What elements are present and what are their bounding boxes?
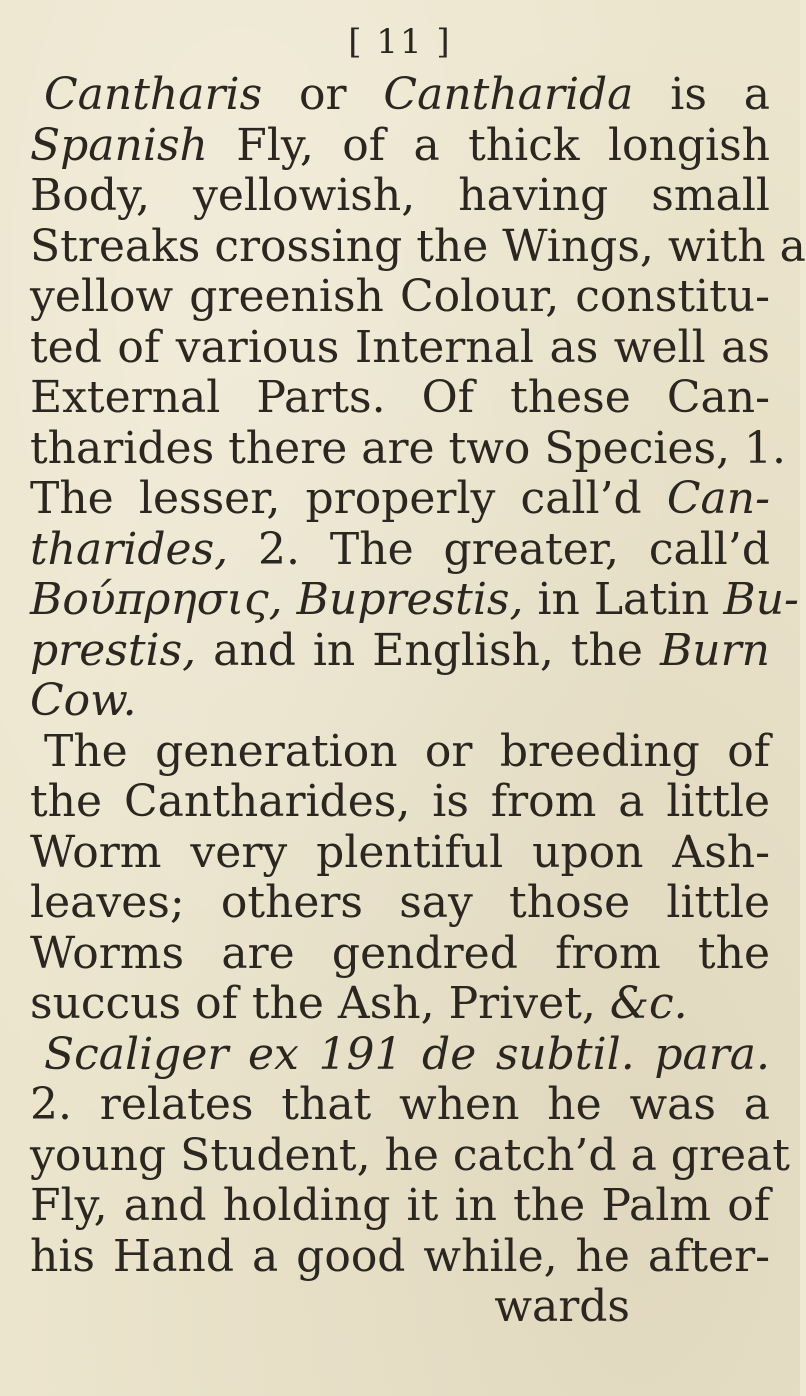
text-run: ted of various Internal as well as [30, 321, 770, 373]
text-run: Fly, of a thick longish [207, 119, 770, 171]
text-run: Burn [659, 624, 770, 676]
text-run: and in English, the [196, 624, 660, 676]
text-line [30, 878, 770, 929]
text-run: Worms are gendred from the [30, 927, 770, 979]
text-run: 2. The greater, call’d [228, 523, 770, 575]
text-run: Scaliger ex 191 de subtil. para. [44, 1028, 770, 1080]
text-line [30, 1030, 770, 1081]
text-line [30, 422, 786, 475]
text-line [30, 1129, 790, 1182]
text-line [30, 272, 770, 323]
text-line [30, 727, 770, 778]
text-run: tharides there are two Species, 1. [30, 422, 786, 474]
text-run: wards [494, 1281, 630, 1332]
text-run: or [262, 69, 384, 120]
text-run: Bu- [723, 574, 799, 625]
text-line [30, 220, 806, 273]
text-run: in Latin [523, 574, 724, 625]
text-run: Worm very plentiful upon Ash- [30, 826, 770, 878]
text-run: Βούπρησις, [30, 574, 283, 625]
text-run: Cow. [30, 675, 137, 726]
text-line [30, 1232, 770, 1283]
text-line [30, 828, 770, 879]
page-number-header: [ 11 ] [348, 22, 452, 62]
text-run: Cantharida [383, 69, 634, 120]
text-run: &c. [609, 978, 688, 1029]
text-run: Streaks crossing the Wings, with a [30, 220, 806, 272]
text-run: Body, yellowish, having small [30, 170, 770, 221]
text-line [30, 323, 770, 374]
text-line [30, 121, 770, 172]
text-line [30, 979, 770, 1030]
text-line [30, 574, 799, 626]
text-run: Cantharis [44, 69, 263, 120]
text-run: External Parts. Of these Can- [30, 372, 770, 423]
text-run: Buprestis, [296, 574, 524, 625]
text-run: succus of the Ash, Privet, [30, 978, 610, 1029]
text-line [30, 171, 770, 222]
text-line [30, 373, 770, 424]
text-run [283, 574, 297, 625]
text-line [30, 474, 770, 525]
text-line [30, 929, 770, 980]
text-line [30, 525, 770, 576]
text-line [30, 777, 770, 828]
text-run: young Student, he catch’d a great [30, 1129, 790, 1181]
text-line [30, 1282, 770, 1333]
text-run: the Cantharides, is from a little [30, 776, 770, 827]
text-line [30, 626, 770, 677]
text-line [30, 1181, 770, 1232]
text-line [30, 676, 770, 727]
text-line [30, 1080, 770, 1131]
text-run: tharides, [30, 523, 229, 575]
text-line [30, 70, 770, 121]
text-run: leaves; others say those little [30, 877, 770, 928]
text-run: Can- [666, 473, 770, 524]
text-run: Spanish [30, 119, 208, 171]
text-run: 2. relates that when he was a [30, 1079, 770, 1130]
text-run: yellow greenish Colour, constitu- [30, 271, 770, 322]
text-run: The lesser, properly call’d [30, 473, 667, 524]
text-run: The generation or breeding of [44, 725, 770, 777]
text-run: is a [633, 69, 771, 120]
text-run: his Hand a good while, he after- [30, 1230, 770, 1282]
text-run: Fly, and holding it in the Palm of [30, 1180, 770, 1231]
text-run: prestis, [30, 624, 197, 676]
body-text [30, 69, 806, 1333]
